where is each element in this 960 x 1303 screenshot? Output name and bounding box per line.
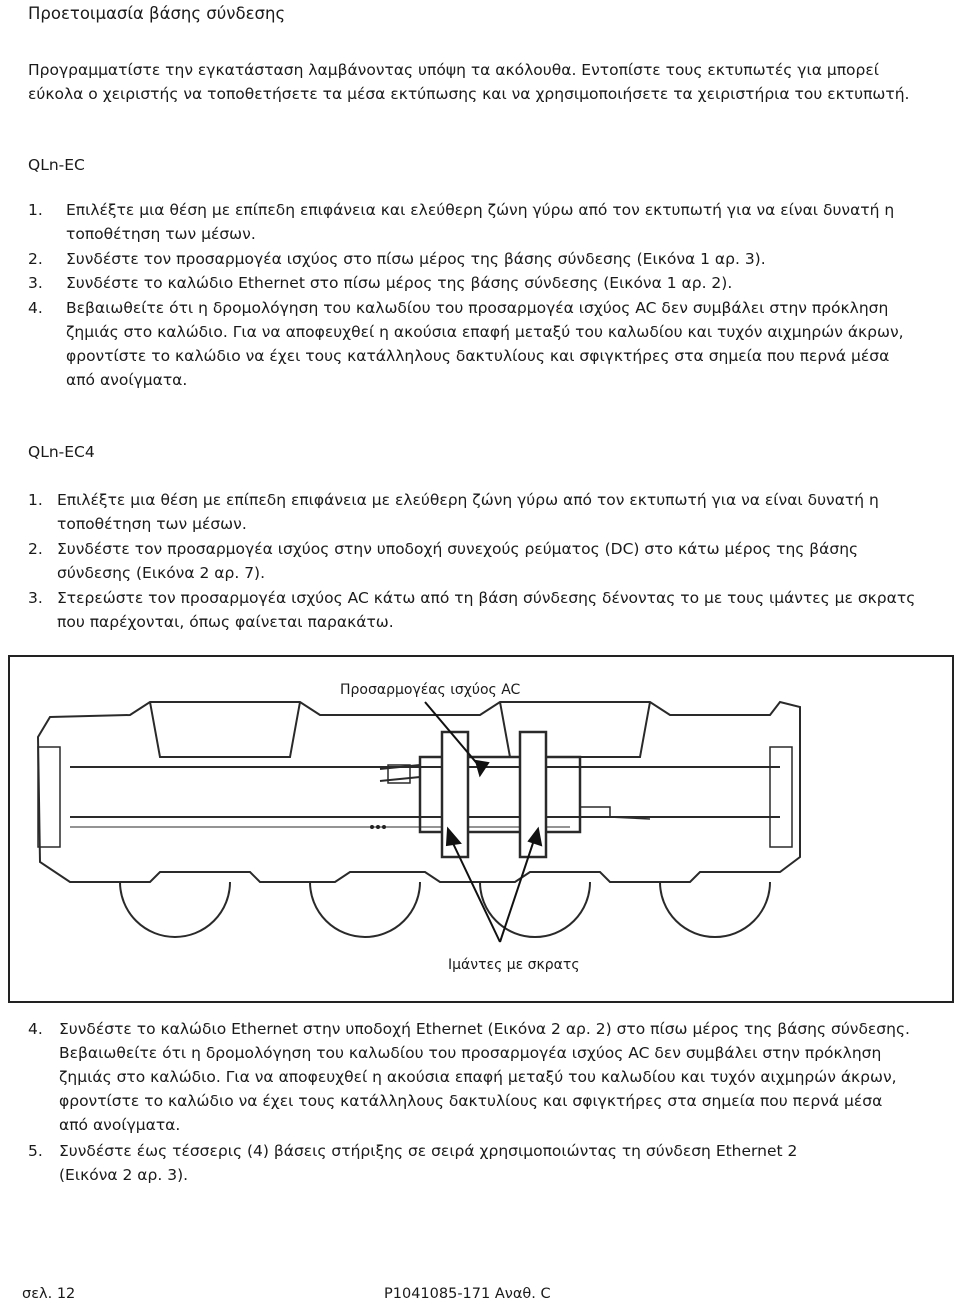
list-item-line: ζημιάς στο καλώδιο. Για να αποφευχθεί η ακούσια επαφή μεταξύ του καλωδίου και τυχόν αιχμηρών άκρων, bbox=[66, 323, 904, 341]
list-item-line: ζημιάς στο καλώδιο. Για να αποφευχθεί η ακούσια επαφή μεταξύ του καλωδίου και τυχόν αιχμηρών άκρων, bbox=[59, 1068, 897, 1086]
intro-line-1: Προγραμματίστε την εγκατάσταση λαμβάνοντας υπόψη τα ακόλουθα. Εντοπίστε τους εκτυπωτές για μπορεί bbox=[28, 61, 879, 79]
list-item-line: από ανοίγματα. bbox=[59, 1116, 181, 1134]
list-item-line: από ανοίγματα. bbox=[66, 371, 188, 389]
section-heading-qln-ec4: QLn-EC4 bbox=[28, 443, 95, 461]
intro-line-2: εύκολα ο χειριστής να τοποθετήσετε τα μέσα εκτύπωσης και να χρησιμοποιήσετε τα χειριστήρια του εκτυπωτή. bbox=[28, 85, 910, 103]
list-item-line: που παρέχονται, όπως φαίνεται παρακάτω. bbox=[57, 613, 394, 631]
list-number: 2. bbox=[28, 540, 43, 558]
list-number: 1. bbox=[28, 201, 43, 219]
page-heading: Προετοιμασία βάσης σύνδεσης bbox=[28, 4, 286, 23]
list-number: 2. bbox=[28, 250, 43, 268]
list-item-line: Επιλέξτε μια θέση με επίπεδη επιφάνεια και ελεύθερη ζώνη γύρω από τον εκτυπωτή για να είναι δυνατή η bbox=[66, 201, 895, 219]
list-item-line: φροντίστε το καλώδιο να έχει τους κατάλληλους δακτυλίους και σφιγκτήρες στα σημεία που περνά μέσα bbox=[59, 1092, 883, 1110]
list-item-line: Βεβαιωθείτε ότι η δρομολόγηση του καλωδίου του προσαρμογέα ισχύος AC δεν συμβάλει στην πρόκληση bbox=[66, 299, 889, 317]
section-heading-qln-ec: QLn-EC bbox=[28, 156, 85, 174]
list-number: 3. bbox=[28, 589, 43, 607]
list-item-line: Βεβαιωθείτε ότι η δρομολόγηση του καλωδίου του προσαρμογέα ισχύος AC δεν συμβάλει στην πρόκληση bbox=[59, 1044, 882, 1062]
list-item-line: σύνδεσης (Εικόνα 2 αρ. 7). bbox=[57, 564, 266, 582]
list-item-line: Συνδέστε έως τέσσερις (4) βάσεις στήριξης σε σειρά χρησιμοποιώντας τη σύνδεση Ethernet 2 bbox=[59, 1142, 798, 1160]
page-number: σελ. 12 bbox=[22, 1286, 76, 1302]
list-item-line: (Εικόνα 2 αρ. 3). bbox=[59, 1166, 189, 1184]
document-id: P1041085-171 Αναθ. C bbox=[384, 1286, 551, 1302]
list-item-line: τοποθέτηση των μέσων. bbox=[57, 515, 247, 533]
list-item-line: Συνδέστε τον προσαρμογέα ισχύος στο πίσω μέρος της βάσης σύνδεσης (Εικόνα 1 αρ. 3). bbox=[66, 250, 766, 268]
figure-label-straps: Ιμάντες με σκρατς bbox=[448, 957, 580, 973]
list-item-line: Στερεώστε τον προσαρμογέα ισχύος AC κάτω από τη βάση σύνδεσης δένοντας το με τους ιμάντες με σκρατς bbox=[57, 589, 916, 607]
dock-illustration bbox=[10, 657, 952, 1001]
list-number: 5. bbox=[28, 1142, 43, 1160]
figure-label-adapter: Προσαρμογέας ισχύος AC bbox=[340, 682, 521, 698]
list-item-line: φροντίστε το καλώδιο να έχει τους κατάλληλους δακτυλίους και σφιγκτήρες στα σημεία που περνά μέσα bbox=[66, 347, 890, 365]
figure-dock-underside bbox=[8, 655, 954, 1003]
list-number: 4. bbox=[28, 1020, 43, 1038]
list-item-line: Συνδέστε το καλώδιο Ethernet στην υποδοχή Ethernet (Εικόνα 2 αρ. 2) στο πίσω μέρος της βάσης σύνδεσης. bbox=[59, 1020, 910, 1038]
list-item-line: τοποθέτηση των μέσων. bbox=[66, 225, 256, 243]
list-item-line: Συνδέστε τον προσαρμογέα ισχύος στην υποδοχή συνεχούς ρεύματος (DC) στο κάτω μέρος της βάσης bbox=[57, 540, 859, 558]
list-number: 1. bbox=[28, 491, 43, 509]
list-number: 3. bbox=[28, 274, 43, 292]
list-item-line: Επιλέξτε μια θέση με επίπεδη επιφάνεια με ελεύθερη ζώνη γύρω από τον εκτυπωτή για να είναι δυνατή η bbox=[57, 491, 879, 509]
list-item-line: Συνδέστε το καλώδιο Ethernet στο πίσω μέρος της βάσης σύνδεσης (Εικόνα 1 αρ. 2). bbox=[66, 274, 733, 292]
list-number: 4. bbox=[28, 299, 43, 317]
